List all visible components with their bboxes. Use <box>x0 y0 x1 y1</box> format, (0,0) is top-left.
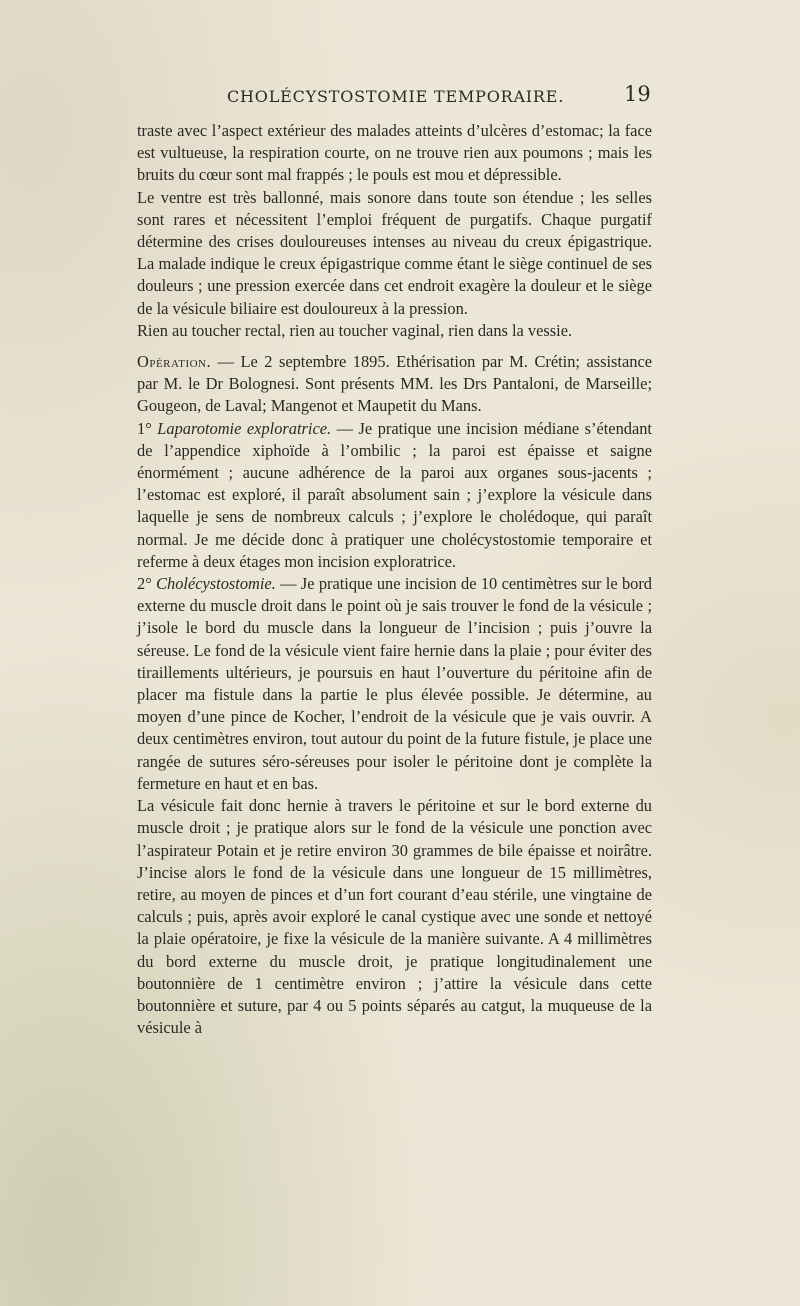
paragraph-text: La vésicule fait donc hernie à travers le péritoine et sur le bord externe du muscle droit ; je pratique alors sur le fond de la vésicule une ponction avec l’aspirateur Potain et je retire environ 30 grammes de bile épaisse et noirâtre. J’incise alors le fond de la vésicule dans une longueur de 15 millimètres, retire, au moyen de pinces et d’un fort courant d’eau stérile, une vingtaine de calculs ; puis, après avoir exploré le canal cystique avec une sonde et nettoyé la plaie opératoire, je fixe la vésicule de la manière suivante. A 4 millimètres du bord externe du muscle droit, je pratique longitudinalement une boutonnière de 1 centimètre environ ; j’attire la vésicule dans cette boutonnière et suture, par 4 ou 5 points séparés au catgut, la muqueuse de la vésicule à <box>137 796 652 1038</box>
running-title: CHOLÉCYSTOSTOMIE TEMPORAIRE. <box>227 87 565 106</box>
page-number: 19 <box>624 82 651 106</box>
section-lead: Cholécystostomie. <box>156 574 276 594</box>
paragraph-laparotomie <box>137 418 652 573</box>
step-number: 1° <box>137 418 158 438</box>
step-number: 2° <box>137 574 157 594</box>
paragraph-operation <box>137 351 652 418</box>
paragraph-2 <box>137 187 652 320</box>
paragraph-cholecystostomie <box>137 573 652 795</box>
paragraph-text: Le ventre est très ballonné, mais sonore dans toute son étendue ; les selles sont rares et nécessitent l’emploi fréquent de purgatifs. Chaque purgatif détermine des crises douloureuses intenses au niveau du creux épigastrique. La malade indique le creux épigastrique comme étant le siège continuel de ses douleurs ; une pression exercée dans cet endroit exagère la douleur et le siège de la vésicule biliaire est douloureux à la pression. <box>137 187 652 318</box>
paragraph-7 <box>137 795 652 1039</box>
paragraph-text: Rien au toucher rectal, rien au toucher vaginal, rien dans la vessie. <box>137 320 573 340</box>
section-lead: Laparotomie exploratrice. <box>157 418 332 438</box>
paragraph-text: — Je pratique une incision de 10 centimètres sur le bord externe du muscle droit dans le point où je sais trouver le fond de la vésicule ; j’isole le bord du muscle dans la longueur de l’incision ; puis j’ouvre la séreuse. Le fond de la vésicule vient faire hernie dans la plaie ; pour éviter des tiraillements ultérieurs, je poursuis en haut l’ouverture du péritoine afin de placer ma fistule dans la partie le plus élevée possible. Je détermine, au moyen d’une pince de Kocher, l’endroit de la vésicule que je vais ouvrir. A deux centimètres environ, tout autour du point de la future fistule, je place une rangée de sutures séro-séreuses pour isoler le péritoine dont je complète la fermeture en haut et en bas. <box>137 574 652 793</box>
paragraph-1 <box>137 120 652 187</box>
paragraph-text: — Le 2 septembre 1895. Ethérisation par M. Crétin; assistance par M. le Dr Bolognesi. Sont présents MM. les Drs Pantaloni, de Marseille; Gougeon, de Laval; Mangenot et Maupetit du Mans. <box>137 352 652 416</box>
body-text <box>137 120 652 1039</box>
page-header <box>0 82 800 112</box>
section-lead: Opération. <box>137 352 212 372</box>
paragraph-3 <box>137 320 652 342</box>
paragraph-text: — Je pratique une incision médiane s’étendant de l’appendice xiphoïde à l’ombilic ; la paroi est épaisse et saigne énormément ; aucune adhérence de la paroi aux organes sous-jacents ; l’estomac est exploré, il paraît absolument sain ; j’explore la vésicule dans laquelle je sens de nombreux calculs ; j’explore le cholédoque, qui paraît normal. Je me décide donc à pratiquer une cholécystostomie temporaire et referme à deux étages mon incision exploratrice. <box>137 418 652 571</box>
paragraph-text: traste avec l’aspect extérieur des malades atteints d’ulcères d’estomac; la face est vultueuse, la respiration courte, on ne trouve rien aux poumons ; mais les bruits du cœur sont mal frappés ; le pouls est mou et dépressible. <box>137 121 652 185</box>
